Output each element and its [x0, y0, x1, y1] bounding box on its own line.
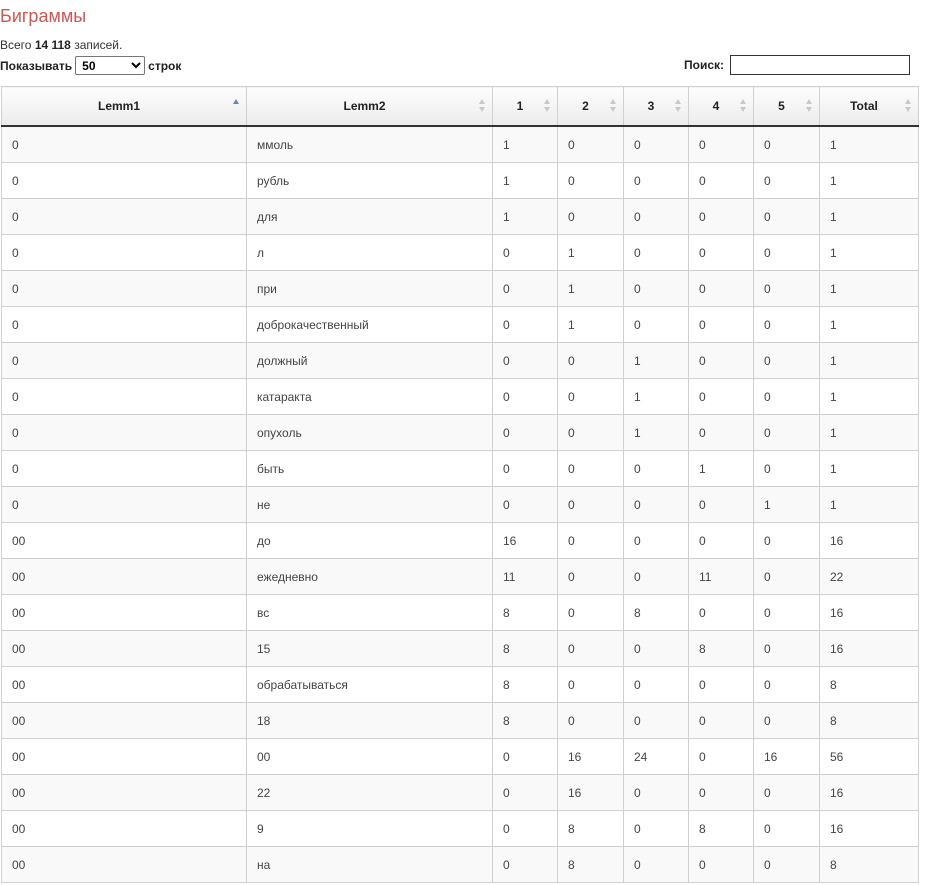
table-cell-lemm1: 0 — [2, 451, 247, 487]
table-cell-lemm2: доброкачественный — [247, 307, 493, 343]
table-cell-2: 8 — [558, 847, 624, 883]
table-cell-lemm2: 00 — [247, 739, 493, 775]
table-row — [2, 523, 919, 559]
search-label: Поиск: — [684, 58, 725, 72]
table-cell-lemm1: 00 — [2, 703, 247, 739]
table-cell-lemm1: 00 — [2, 739, 247, 775]
column-header-label: 2 — [582, 99, 589, 113]
bigram-table — [1, 86, 919, 883]
table-cell-lemm2: вс — [247, 595, 493, 631]
table-cell-2: 0 — [558, 487, 624, 523]
table-cell-4: 0 — [689, 163, 754, 199]
table-cell-5: 0 — [754, 163, 820, 199]
total-prefix: Всего — [0, 38, 32, 52]
table-cell-3: 24 — [624, 739, 689, 775]
table-cell-2: 0 — [558, 163, 624, 199]
table-cell-1: 0 — [493, 847, 558, 883]
table-cell-3: 0 — [624, 199, 689, 235]
table-cell-3: 0 — [624, 667, 689, 703]
table-cell-1: 16 — [493, 523, 558, 559]
table-cell-3: 0 — [624, 631, 689, 667]
table-cell-3: 1 — [624, 379, 689, 415]
table-cell-2: 16 — [558, 775, 624, 811]
sort-both-icon — [905, 99, 912, 112]
table-cell-lemm2: 9 — [247, 811, 493, 847]
table-cell-1: 11 — [493, 559, 558, 595]
table-cell-total: 16 — [820, 631, 919, 667]
table-cell-lemm1: 00 — [2, 595, 247, 631]
table-cell-total: 8 — [820, 703, 919, 739]
table-cell-3: 0 — [624, 451, 689, 487]
table-cell-lemm2: на — [247, 847, 493, 883]
table-cell-4: 0 — [689, 126, 754, 163]
table-cell-3: 1 — [624, 343, 689, 379]
table-cell-4: 0 — [689, 487, 754, 523]
table-cell-3: 0 — [624, 523, 689, 559]
table-cell-3: 0 — [624, 126, 689, 163]
table-cell-lemm2: ежедневно — [247, 559, 493, 595]
column-header-3[interactable] — [624, 87, 689, 127]
search-input[interactable] — [730, 55, 910, 75]
table-cell-3: 0 — [624, 775, 689, 811]
table-cell-4: 8 — [689, 631, 754, 667]
column-header-label: 4 — [712, 99, 720, 113]
table-cell-2: 0 — [558, 523, 624, 559]
table-cell-1: 0 — [493, 811, 558, 847]
table-cell-4: 11 — [689, 559, 754, 595]
table-cell-3: 0 — [624, 811, 689, 847]
table-cell-5: 0 — [754, 379, 820, 415]
table-cell-4: 0 — [689, 667, 754, 703]
table-cell-lemm2: не — [247, 487, 493, 523]
table-cell-1: 8 — [493, 631, 558, 667]
table-cell-total: 8 — [820, 847, 919, 883]
table-cell-lemm1: 0 — [2, 235, 247, 271]
table-cell-4: 0 — [689, 379, 754, 415]
table-cell-1: 8 — [493, 667, 558, 703]
table-cell-4: 0 — [689, 775, 754, 811]
column-header-4[interactable] — [689, 87, 754, 127]
table-cell-lemm1: 0 — [2, 126, 247, 163]
table-row — [2, 595, 919, 631]
table-cell-4: 0 — [689, 343, 754, 379]
table-cell-2: 0 — [558, 451, 624, 487]
table-cell-lemm2: обрабатываться — [247, 667, 493, 703]
table-cell-total: 22 — [820, 559, 919, 595]
table-cell-5: 0 — [754, 847, 820, 883]
column-header-label: 5 — [778, 99, 785, 113]
table-row — [2, 415, 919, 451]
table-row — [2, 667, 919, 703]
sort-ascending-icon — [233, 99, 240, 112]
column-header-lemm1[interactable] — [2, 87, 247, 127]
page-length-control — [0, 56, 181, 75]
column-header-label: 3 — [647, 99, 655, 113]
table-cell-2: 16 — [558, 739, 624, 775]
table-cell-4: 0 — [689, 235, 754, 271]
table-cell-total: 1 — [820, 235, 919, 271]
table-cell-lemm1: 0 — [2, 379, 247, 415]
table-cell-5: 0 — [754, 811, 820, 847]
table-cell-3: 0 — [624, 307, 689, 343]
table-cell-1: 0 — [493, 271, 558, 307]
table-cell-2: 1 — [558, 307, 624, 343]
table-cell-1: 0 — [493, 235, 558, 271]
table-cell-lemm2: быть — [247, 451, 493, 487]
table-cell-4: 0 — [689, 199, 754, 235]
table-cell-total: 8 — [820, 667, 919, 703]
table-cell-4: 8 — [689, 811, 754, 847]
column-header-1[interactable] — [493, 87, 558, 127]
table-cell-2: 0 — [558, 343, 624, 379]
table-cell-total: 1 — [820, 379, 919, 415]
table-row — [2, 235, 919, 271]
table-row — [2, 126, 919, 163]
table-cell-5: 0 — [754, 523, 820, 559]
sort-both-icon — [740, 99, 747, 112]
length-suffix: строк — [148, 58, 182, 73]
table-cell-lemm1: 00 — [2, 811, 247, 847]
table-cell-3: 0 — [624, 559, 689, 595]
total-count: 14 118 — [34, 38, 71, 52]
table-cell-5: 0 — [754, 307, 820, 343]
table-cell-4: 0 — [689, 739, 754, 775]
table-cell-lemm1: 0 — [2, 199, 247, 235]
table-cell-2: 0 — [558, 415, 624, 451]
table-cell-5: 0 — [754, 631, 820, 667]
column-header-label: 1 — [516, 99, 524, 113]
table-cell-lemm2: при — [247, 271, 493, 307]
table-cell-2: 0 — [558, 126, 624, 163]
table-row — [2, 163, 919, 199]
table-cell-total: 56 — [820, 739, 919, 775]
table-cell-lemm2: л — [247, 235, 493, 271]
table-row — [2, 487, 919, 523]
table-cell-5: 0 — [754, 126, 820, 163]
table-cell-2: 0 — [558, 631, 624, 667]
table-cell-lemm2: ммоль — [247, 126, 493, 163]
table-cell-1: 0 — [493, 487, 558, 523]
table-cell-5: 0 — [754, 559, 820, 595]
sort-both-icon — [544, 99, 551, 112]
table-cell-1: 1 — [493, 163, 558, 199]
table-cell-5: 0 — [754, 235, 820, 271]
table-cell-2: 0 — [558, 379, 624, 415]
table-cell-3: 0 — [624, 235, 689, 271]
table-cell-2: 0 — [558, 703, 624, 739]
column-header-2[interactable] — [558, 87, 624, 127]
table-cell-lemm2: 15 — [247, 631, 493, 667]
table-cell-5: 1 — [754, 487, 820, 523]
table-cell-total: 1 — [820, 415, 919, 451]
table-row — [2, 379, 919, 415]
page-length-select[interactable] — [75, 56, 145, 75]
column-header-5[interactable] — [754, 87, 820, 127]
column-header-label: Lemm2 — [343, 99, 386, 113]
length-prefix: Показывать — [0, 58, 73, 73]
table-cell-lemm1: 0 — [2, 487, 247, 523]
table-cell-2: 0 — [558, 559, 624, 595]
table-cell-total: 1 — [820, 451, 919, 487]
table-cell-5: 0 — [754, 343, 820, 379]
table-cell-lemm1: 00 — [2, 775, 247, 811]
table-cell-lemm2: опухоль — [247, 415, 493, 451]
table-cell-lemm1: 0 — [2, 271, 247, 307]
table-row — [2, 811, 919, 847]
column-header-label: Total — [850, 99, 878, 113]
table-row — [2, 631, 919, 667]
table-cell-1: 0 — [493, 343, 558, 379]
table-cell-5: 0 — [754, 703, 820, 739]
table-cell-lemm1: 00 — [2, 667, 247, 703]
table-cell-4: 0 — [689, 847, 754, 883]
table-cell-4: 1 — [689, 451, 754, 487]
table-cell-5: 16 — [754, 739, 820, 775]
table-row — [2, 703, 919, 739]
table-cell-4: 0 — [689, 703, 754, 739]
table-cell-total: 16 — [820, 595, 919, 631]
table-row — [2, 775, 919, 811]
table-cell-1: 0 — [493, 739, 558, 775]
total-suffix: записей. — [74, 38, 123, 52]
table-cell-3: 0 — [624, 847, 689, 883]
table-cell-3: 8 — [624, 595, 689, 631]
page-title: Биграммы — [0, 6, 87, 26]
table-row — [2, 307, 919, 343]
table-cell-5: 0 — [754, 595, 820, 631]
table-cell-total: 1 — [820, 126, 919, 163]
table-cell-3: 0 — [624, 163, 689, 199]
records-summary — [0, 38, 122, 52]
table-cell-total: 1 — [820, 271, 919, 307]
table-header-row — [2, 87, 919, 127]
table-cell-4: 0 — [689, 595, 754, 631]
table-cell-total: 16 — [820, 523, 919, 559]
table-cell-4: 0 — [689, 307, 754, 343]
table-cell-2: 8 — [558, 811, 624, 847]
sort-both-icon — [610, 99, 617, 112]
table-cell-3: 0 — [624, 487, 689, 523]
table-cell-4: 0 — [689, 271, 754, 307]
table-cell-2: 1 — [558, 235, 624, 271]
table-cell-2: 1 — [558, 271, 624, 307]
table-cell-3: 1 — [624, 415, 689, 451]
table-cell-total: 1 — [820, 199, 919, 235]
table-cell-total: 1 — [820, 163, 919, 199]
table-cell-total: 1 — [820, 487, 919, 523]
table-cell-lemm2: 18 — [247, 703, 493, 739]
table-cell-1: 1 — [493, 199, 558, 235]
table-cell-1: 1 — [493, 126, 558, 163]
table-cell-total: 1 — [820, 307, 919, 343]
sort-both-icon — [806, 99, 813, 112]
table-cell-1: 0 — [493, 775, 558, 811]
column-header-total[interactable] — [820, 87, 919, 127]
table-cell-5: 0 — [754, 415, 820, 451]
table-cell-total: 16 — [820, 775, 919, 811]
table-cell-lemm1: 0 — [2, 415, 247, 451]
table-cell-2: 0 — [558, 595, 624, 631]
table-cell-5: 0 — [754, 775, 820, 811]
table-cell-3: 0 — [624, 703, 689, 739]
table-row — [2, 343, 919, 379]
column-header-label: Lemm1 — [97, 99, 141, 113]
table-cell-1: 0 — [493, 451, 558, 487]
column-header-lemm2[interactable] — [247, 87, 493, 127]
table-cell-lemm2: 22 — [247, 775, 493, 811]
table-cell-4: 0 — [689, 415, 754, 451]
table-cell-1: 0 — [493, 307, 558, 343]
search-control — [684, 55, 910, 75]
table-cell-1: 8 — [493, 595, 558, 631]
table-row — [2, 451, 919, 487]
table-cell-2: 0 — [558, 199, 624, 235]
table-row — [2, 559, 919, 595]
table-body — [2, 126, 919, 883]
table-cell-total: 16 — [820, 811, 919, 847]
table-row — [2, 739, 919, 775]
table-cell-lemm1: 00 — [2, 559, 247, 595]
table-cell-5: 0 — [754, 271, 820, 307]
table-cell-lemm1: 00 — [2, 523, 247, 559]
table-cell-lemm2: катаракта — [247, 379, 493, 415]
table-cell-3: 0 — [624, 271, 689, 307]
table-cell-2: 0 — [558, 667, 624, 703]
sort-both-icon — [675, 99, 682, 112]
table-cell-1: 8 — [493, 703, 558, 739]
table-cell-5: 0 — [754, 451, 820, 487]
table-cell-4: 0 — [689, 523, 754, 559]
table-cell-lemm2: рубль — [247, 163, 493, 199]
table-cell-lemm2: должный — [247, 343, 493, 379]
table-cell-lemm1: 00 — [2, 631, 247, 667]
table-cell-lemm1: 0 — [2, 343, 247, 379]
table-cell-lemm1: 00 — [2, 847, 247, 883]
table-cell-5: 0 — [754, 667, 820, 703]
table-cell-1: 0 — [493, 379, 558, 415]
sort-both-icon — [479, 99, 486, 112]
table-row — [2, 847, 919, 883]
table-cell-lemm1: 0 — [2, 163, 247, 199]
table-cell-1: 0 — [493, 415, 558, 451]
table-cell-total: 1 — [820, 343, 919, 379]
table-row — [2, 271, 919, 307]
table-cell-lemm1: 0 — [2, 307, 247, 343]
table-cell-lemm2: до — [247, 523, 493, 559]
table-cell-5: 0 — [754, 199, 820, 235]
table-row — [2, 199, 919, 235]
table-cell-lemm2: для — [247, 199, 493, 235]
